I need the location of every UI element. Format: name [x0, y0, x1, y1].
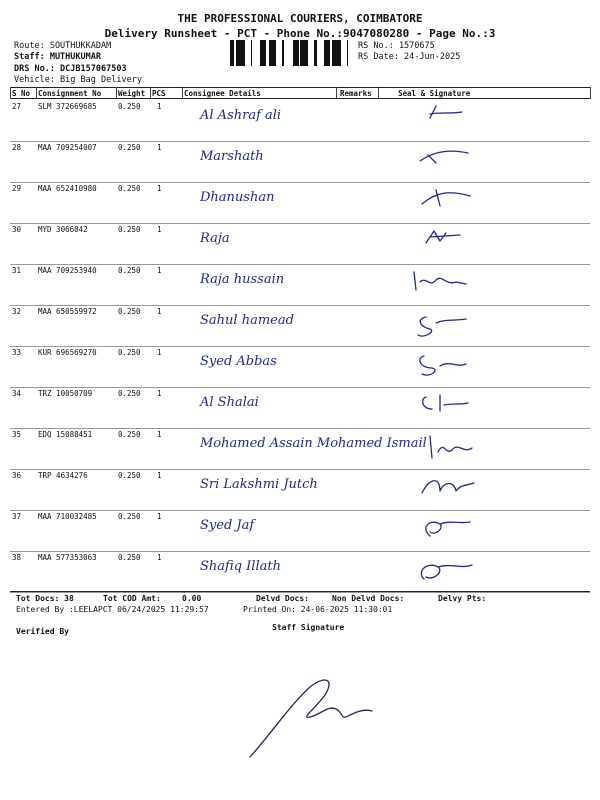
rs-date: RS Date: 24-Jun-2025: [358, 52, 461, 62]
table-row: [0, 430, 600, 471]
column-divider: [36, 87, 37, 99]
non-delivered-docs: Non Delvd Docs:: [332, 594, 405, 603]
column-divider: [182, 87, 183, 99]
runsheet-subtitle: Delivery Runsheet - PCT - Phone No.:9047080280 - Page No.:3: [104, 27, 496, 40]
row-sno: 35: [12, 430, 22, 439]
row-sno: 30: [12, 225, 22, 234]
row-pcs: 1: [157, 102, 162, 111]
row-consignee-name: Sri Lakshmi Jutch: [200, 477, 318, 492]
table-row: [0, 307, 600, 348]
column-divider: [150, 87, 151, 99]
row-weight: 0.250: [118, 430, 141, 439]
row-consignee-name: Raja: [200, 231, 230, 246]
delivered-docs: Delvd Docs:: [256, 594, 309, 603]
row-consignment-no: TRZ 10050709: [38, 389, 93, 398]
row-divider: [10, 387, 590, 388]
row-sno: 38: [12, 553, 22, 562]
staff-handwritten-signature: [240, 665, 380, 765]
col-weight: Weight: [118, 89, 146, 98]
row-divider: [10, 182, 590, 183]
row-sno: 32: [12, 307, 22, 316]
table-row: [0, 266, 600, 307]
total-cod-label: Tot COD Amt:: [103, 594, 161, 603]
row-divider: [10, 428, 590, 429]
row-sno: 27: [12, 102, 22, 111]
table-row: [0, 102, 600, 143]
row-weight: 0.250: [118, 512, 141, 521]
table-row: [0, 348, 600, 389]
row-signature: [410, 432, 490, 466]
row-divider: [10, 141, 590, 142]
row-consignee-name: Dhanushan: [200, 190, 275, 205]
table-row: [0, 389, 600, 430]
row-consignment-no: EDQ 15088451: [38, 430, 93, 439]
row-signature: [410, 350, 490, 384]
row-consignee-name: Raja hussain: [200, 272, 285, 287]
column-divider: [336, 87, 337, 99]
row-weight: 0.250: [118, 225, 141, 234]
row-sno: 34: [12, 389, 22, 398]
row-consignee-name: Syed Jaf: [200, 518, 255, 533]
route-label: Route: SOUTHUKKADAM: [14, 41, 112, 51]
column-divider: [116, 87, 117, 99]
row-signature: [410, 145, 490, 179]
col-pcs: PCS: [152, 89, 166, 98]
row-signature: [410, 186, 490, 220]
row-consignment-no: KUR 696569270: [38, 348, 97, 357]
row-consignment-no: MAA 577353063: [38, 553, 97, 562]
row-weight: 0.250: [118, 471, 141, 480]
total-cod-value: 0.00: [182, 594, 202, 603]
row-weight: 0.250: [118, 266, 141, 275]
row-weight: 0.250: [118, 389, 141, 398]
row-pcs: 1: [157, 471, 162, 480]
row-consignment-no: MAA 652410980: [38, 184, 97, 193]
col-consignee: Consignee Details: [184, 89, 261, 98]
row-sno: 31: [12, 266, 22, 275]
table-header-rule: [10, 98, 590, 99]
column-divider: [10, 87, 11, 99]
row-divider: [10, 264, 590, 265]
staff-signature-label: Staff Signature: [272, 623, 345, 632]
row-weight: 0.250: [118, 553, 141, 562]
row-consignee-name: Sahul hamead: [200, 313, 294, 328]
row-consignment-no: MAA 650559972: [38, 307, 97, 316]
staff-label: Staff: MUTHUKUMAR: [14, 52, 101, 62]
row-weight: 0.250: [118, 102, 141, 111]
table-row: [0, 471, 600, 512]
row-pcs: 1: [157, 143, 162, 152]
row-divider: [10, 223, 590, 224]
row-divider: [10, 305, 590, 306]
row-pcs: 1: [157, 348, 162, 357]
row-pcs: 1: [157, 184, 162, 193]
column-divider: [378, 87, 379, 99]
row-consignee-name: Mohamed Assain Mohamed Ismail: [200, 436, 427, 451]
row-consignee-name: Al Shalai: [200, 395, 259, 410]
row-pcs: 1: [157, 553, 162, 562]
row-weight: 0.250: [118, 184, 141, 193]
row-consignment-no: MAA 709254007: [38, 143, 97, 152]
table-row: [0, 225, 600, 266]
col-signature: Seal & Signature: [398, 89, 471, 98]
row-consignment-no: TRP 4634276: [38, 471, 88, 480]
row-sno: 37: [12, 512, 22, 521]
col-sno: S No: [12, 89, 31, 98]
rs-number: RS No.: 1570675: [358, 41, 435, 51]
row-signature: [410, 268, 490, 302]
row-sno: 29: [12, 184, 22, 193]
table-top-rule: [10, 87, 590, 88]
row-divider: [10, 469, 590, 470]
row-weight: 0.250: [118, 143, 141, 152]
row-divider: [10, 592, 590, 593]
row-consignment-no: MYD 3066042: [38, 225, 88, 234]
row-divider: [10, 551, 590, 552]
table-bottom-rule: [10, 591, 590, 592]
row-consignee-name: Shafiq Illath: [200, 559, 281, 574]
printed-on: Printed On: 24-06-2025 11:30:01: [243, 605, 393, 614]
vehicle-label: Vehicle: Big Bag Delivery: [14, 75, 142, 85]
table-row: [0, 512, 600, 553]
row-signature: [410, 309, 490, 343]
row-weight: 0.250: [118, 307, 141, 316]
delivery-points: Delvy Pts:: [438, 594, 487, 603]
row-signature: [410, 104, 490, 138]
row-sno: 28: [12, 143, 22, 152]
row-pcs: 1: [157, 430, 162, 439]
row-divider: [10, 346, 590, 347]
row-pcs: 1: [157, 266, 162, 275]
row-consignee-name: Marshath: [200, 149, 264, 164]
row-consignment-no: MAA 709253940: [38, 266, 97, 275]
row-consignment-no: MAA 710032485: [38, 512, 97, 521]
table-row: [0, 553, 600, 594]
drs-label: DRS No.: DCJB157067503: [14, 64, 127, 74]
row-pcs: 1: [157, 512, 162, 521]
row-sno: 33: [12, 348, 22, 357]
row-pcs: 1: [157, 307, 162, 316]
row-signature: [410, 555, 490, 589]
table-row: [0, 143, 600, 184]
col-consignment: Consignment No: [38, 89, 102, 98]
row-signature: [410, 514, 490, 548]
row-divider: [10, 510, 590, 511]
row-consignee-name: Al Ashraf ali: [200, 108, 282, 123]
entered-by: Entered By :LEELAPCT 06/24/2025 11:29:57: [16, 605, 209, 614]
row-pcs: 1: [157, 225, 162, 234]
row-signature: [410, 227, 490, 261]
row-consignee-name: Syed Abbas: [200, 354, 277, 369]
row-consignment-no: SLM 372669685: [38, 102, 97, 111]
company-title: THE PROFESSIONAL COURIERS, COIMBATORE: [177, 12, 423, 25]
row-pcs: 1: [157, 389, 162, 398]
row-signature: [410, 391, 490, 425]
row-weight: 0.250: [118, 348, 141, 357]
row-signature: [410, 473, 490, 507]
row-sno: 36: [12, 471, 22, 480]
table-row: [0, 184, 600, 225]
column-divider: [590, 87, 591, 99]
total-docs: Tot Docs: 38: [16, 594, 74, 603]
verified-by: Verified By: [16, 627, 69, 636]
col-remarks: Remarks: [340, 89, 372, 98]
barcode-image: [230, 40, 354, 66]
